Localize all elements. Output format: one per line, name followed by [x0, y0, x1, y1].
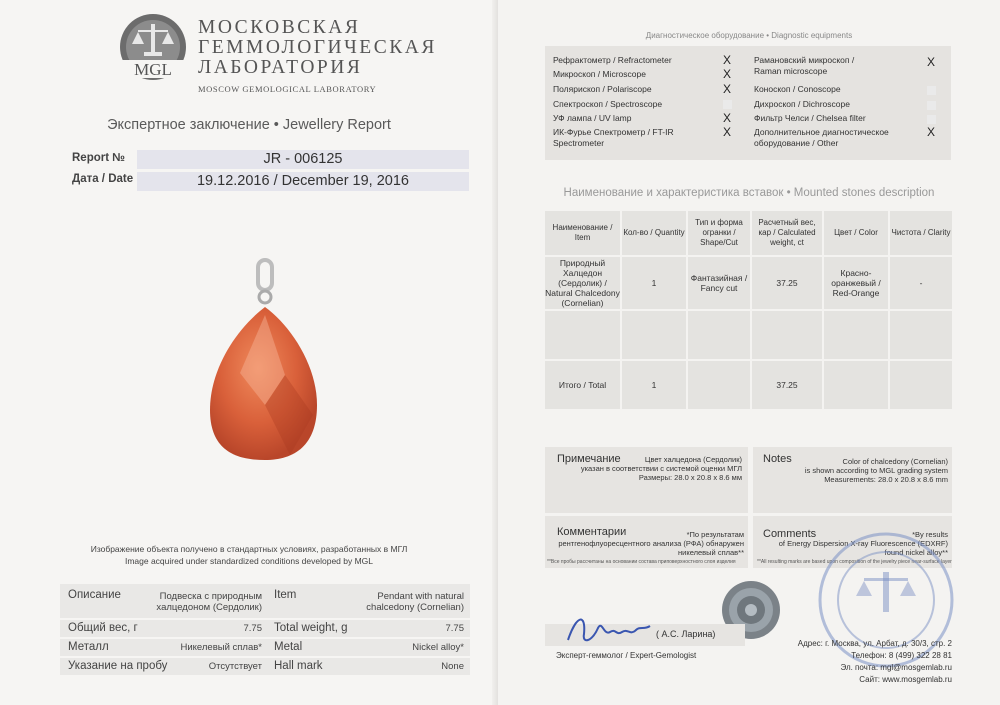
signature-icon — [564, 606, 654, 650]
equipment-title: Диагностическое оборудование • Diagnostic equipments — [645, 31, 853, 40]
empty-cell — [688, 311, 750, 359]
property-label-en: Item — [274, 589, 297, 601]
total-quantity-cell: 1 — [622, 361, 686, 409]
notes-en-title: Notes — [763, 453, 792, 465]
property-value-ru: 7.75 — [243, 623, 262, 634]
stone-weight-cell: 37.25 — [752, 257, 822, 309]
website-line: Сайт: www.mosgemlab.ru — [859, 675, 952, 684]
equipment-mark — [927, 101, 936, 110]
property-value-en: Pendant with natural chalcedony (Cornelian) — [366, 591, 464, 613]
equipment-mark: X — [723, 67, 732, 81]
equipment-item: УФ лампа / UV lamp — [553, 113, 632, 123]
comments-en-footnote: **All resulting marks are based upon composition of the jewelry piece near-surface layer — [757, 559, 952, 565]
empty-cell — [622, 311, 686, 359]
notes-ru-box — [545, 447, 748, 513]
expert-role: Эксперт-геммолог / Expert-Gemologist — [556, 651, 697, 660]
stones-title: Наименование и характеристика вставок • Mounted stones description — [563, 187, 935, 199]
stone-clarity-cell: - — [890, 257, 952, 309]
stones-header-cell: Кол-во / Quantity — [622, 211, 686, 255]
equipment-mark: X — [723, 111, 732, 125]
stones-header-cell: Цвет / Color — [824, 211, 888, 255]
equipment-item: Дополнительное диагностическое оборудование / Other — [754, 127, 889, 148]
left-page — [0, 0, 498, 705]
comments-ru-title: Комментарии — [557, 526, 627, 538]
caption-ru: Изображение объекта получено в стандартных условиях, разработанных в МГЛ — [90, 544, 408, 554]
comments-ru-box — [545, 516, 748, 568]
bail-icon — [258, 260, 272, 290]
comments-en-title: Comments — [763, 528, 817, 540]
equipment-item: Коноскоп / Conoscope — [754, 84, 841, 94]
property-value-en: None — [441, 661, 464, 672]
date-field: 19.12.2016 / December 19, 2016 — [137, 172, 469, 191]
equipment-item: Полярископ / Polariscope — [553, 84, 652, 94]
mgl-logo-icon — [118, 12, 188, 84]
property-label-ru: Металл — [68, 641, 109, 653]
property-label-ru: Описание — [68, 589, 121, 601]
comments-ru-line: *По результатам — [686, 530, 744, 539]
equipment-item: Рамановский микроскоп / Raman microscope — [754, 55, 855, 76]
empty-cell — [752, 311, 822, 359]
comments-ru-line: никелевый сплав** — [678, 548, 744, 557]
property-row — [60, 584, 470, 618]
property-label-en: Total weight, g — [274, 622, 348, 634]
property-label-ru: Общий вес, г — [68, 622, 138, 634]
equipment-mark: X — [723, 125, 732, 139]
property-value-en: 7.75 — [445, 623, 464, 634]
empty-cell — [545, 311, 620, 359]
total-label-cell: Итого / Total — [545, 361, 620, 409]
empty-cell — [688, 361, 750, 409]
equipment-item: Спектроскоп / Spectroscope — [553, 99, 663, 109]
right-page — [498, 0, 1000, 705]
equipment-mark: X — [723, 53, 732, 67]
property-row — [60, 639, 470, 656]
property-value-ru: Отсутствует — [208, 661, 262, 672]
equipment-item: Микроскоп / Microscope — [553, 69, 646, 79]
notes-en-line: is shown according to MGL grading system — [804, 466, 948, 475]
email-line: Эл. почта: mgl@mosgemlab.ru — [840, 663, 952, 672]
equipment-item: Фильтр Челси / Chelsea filter — [754, 113, 866, 123]
notes-ru-title: Примечание — [557, 453, 621, 465]
equipment-mark — [723, 100, 732, 109]
equipment-item: ИК-Фурье Спектрометр / FT-IR Spectrometer — [553, 127, 674, 148]
equipment-mark — [927, 115, 936, 124]
equipment-mark: X — [723, 82, 732, 96]
stones-header-cell: Чистота / Clarity — [890, 211, 952, 255]
property-value-ru: Подвеска с природным халцедоном (Сердолик) — [156, 591, 262, 613]
stone-quantity-cell: 1 — [622, 257, 686, 309]
notes-en-line: Color of chalcedony (Cornelian) — [842, 457, 948, 466]
address-line: Адрес: г. Москва, ул. Арбат, д. 30/3, стр. 2 — [797, 639, 952, 648]
notes-ru-line: указан в соответствии с системой оценки МГЛ — [580, 464, 742, 473]
property-value-ru: Никелевый сплав* — [180, 642, 262, 653]
notes-ru-line: Цвет халцедона (Сердолик) — [644, 455, 742, 464]
org-name-ru — [198, 18, 437, 78]
org-line1: МОСКОВСКАЯ — [198, 17, 361, 38]
property-label-en: Hall mark — [274, 660, 323, 672]
total-weight-cell: 37.25 — [752, 361, 822, 409]
lab-address — [798, 638, 952, 686]
equipment-mark — [927, 86, 936, 95]
equipment-item: Рефрактометр / Refractometer — [553, 55, 672, 65]
notes-ru-line: Размеры: 28.0 x 20.8 x 8.6 мм — [638, 473, 742, 482]
comments-en-line: *By results — [912, 530, 948, 539]
empty-cell — [824, 361, 888, 409]
org-line3: ЛАБОРАТОРИЯ — [198, 57, 363, 78]
notes-en-box — [753, 447, 952, 513]
stones-header-cell: Расчетный вес, кар / Calculated weight, ct — [752, 211, 822, 255]
comments-ru-footnote: **Все пробы рассчитаны на основании состава приповерхностного слоя изделия — [547, 559, 736, 565]
report-title: Экспертное заключение • Jewellery Report — [107, 117, 391, 133]
empty-cell — [890, 311, 952, 359]
equipment-item: Дихроскоп / Dichroscope — [754, 99, 850, 109]
stones-header-cell: Наименование / Item — [545, 211, 620, 255]
stone-color-cell: Красно-оранжевый / Red-Orange — [824, 257, 888, 309]
comments-ru-text — [558, 530, 744, 557]
logo-text: MGL — [134, 60, 172, 79]
jump-ring-icon — [259, 291, 271, 303]
notes-en-text — [805, 457, 948, 484]
property-row — [60, 620, 470, 637]
phone-line: Телефон: 8 (499) 322 28 81 — [851, 651, 952, 660]
stone-cut-cell: Фантазийная / Fancy cut — [688, 257, 750, 309]
report-number-field: JR - 006125 — [137, 150, 469, 169]
equipment-box — [545, 46, 951, 160]
notes-en-line: Measurements: 28.0 x 20.8 x 8.6 mm — [824, 475, 948, 484]
pendant-photo — [195, 255, 335, 470]
org-line2: ГЕММОЛОГИЧЕСКАЯ — [198, 37, 437, 58]
report-number-label: Report № — [72, 152, 126, 164]
signature-name: ( А.С. Ларина) — [656, 629, 716, 639]
stones-table — [545, 211, 952, 409]
empty-cell — [890, 361, 952, 409]
comments-en-line: found nickel alloy** — [884, 548, 948, 557]
property-value-en: Nickel alloy* — [412, 642, 464, 653]
comments-ru-line: рентгенофлуоресцентного анализа (РФА) обнаружен — [558, 539, 744, 548]
property-row — [60, 658, 470, 675]
date-label: Дата / Date — [72, 173, 134, 185]
notes-ru-text — [581, 455, 742, 482]
stones-header-cell: Тип и форма огранки / Shape/Cut — [688, 211, 750, 255]
equipment-mark: X — [927, 55, 936, 69]
image-caption — [0, 543, 498, 567]
org-name-en: MOSCOW GEMOLOGICAL LABORATORY — [198, 84, 377, 94]
property-label-ru: Указание на пробу — [68, 660, 168, 672]
caption-en: Image acquired under standardized conditions developed by MGL — [124, 556, 374, 566]
equipment-mark: X — [927, 125, 936, 139]
stone-item-cell: Природный Халцедон (Сердолик) / Natural Chalcedony (Cornelian) — [545, 258, 620, 308]
comments-en-line: of Energy Dispersion X-ray Fluorescence (EDXRF) — [778, 539, 948, 548]
empty-cell — [824, 311, 888, 359]
property-label-en: Metal — [274, 641, 303, 653]
